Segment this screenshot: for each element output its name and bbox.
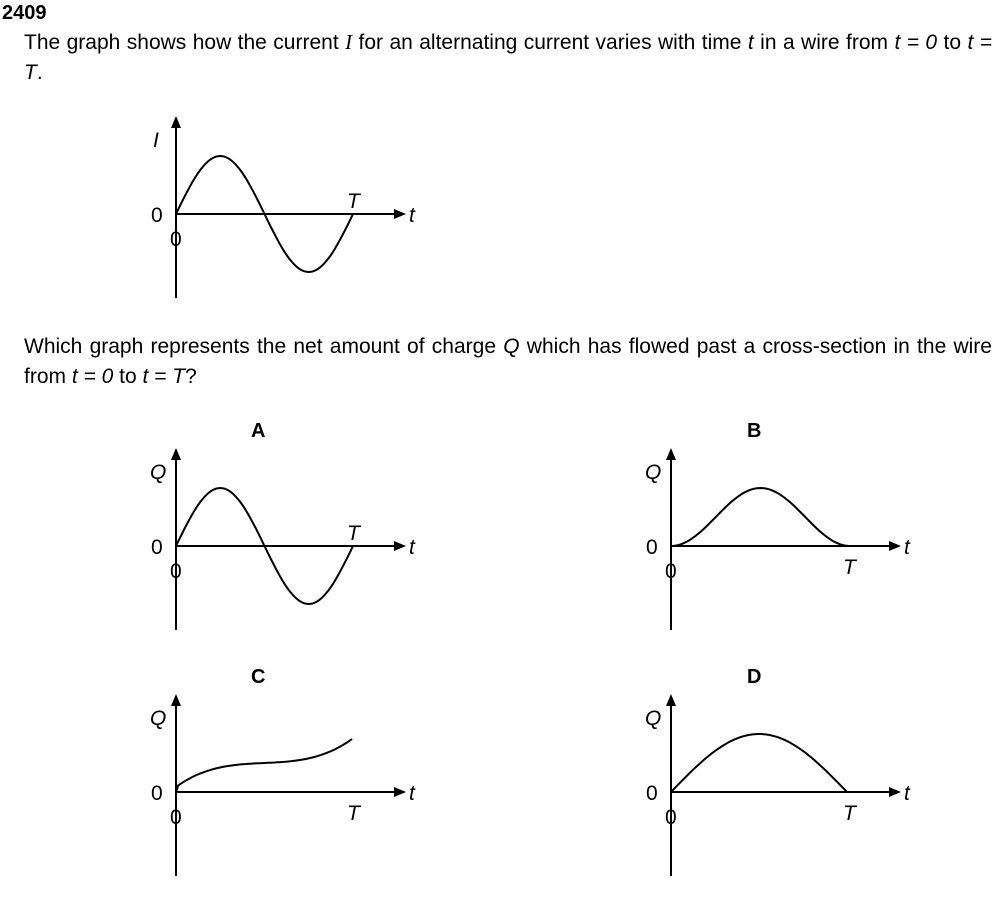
b-x-label: t <box>904 536 910 559</box>
c-origin-tick-label: 0 <box>170 806 182 829</box>
current-symbol: I <box>345 30 353 54</box>
d-x-axis-arrow-icon <box>889 787 901 797</box>
prompt-text-2: which has flowed past a cross-section in the wire from <box>24 335 992 388</box>
option-d-letter[interactable]: D <box>747 666 762 688</box>
prompt-range-to: to <box>113 365 143 388</box>
prompt-text-1: Which graph represents the net amount of charge <box>24 335 504 358</box>
c-period-label: T <box>347 802 360 825</box>
c-y-label: Q <box>150 707 167 730</box>
x-label: t <box>409 204 415 227</box>
b-origin-tick-label: 0 <box>665 560 677 583</box>
y-label: I <box>153 129 159 152</box>
d-origin-label: 0 <box>646 782 658 805</box>
option-a-letter[interactable]: A <box>251 420 266 442</box>
stem-text-2: for an alternating current varies with time <box>352 31 748 54</box>
stem-end: . <box>36 61 43 84</box>
d-curve <box>671 734 847 792</box>
d-y-axis-arrow-icon <box>666 694 676 706</box>
prompt-end: ? <box>185 365 197 388</box>
b-origin-label: 0 <box>646 536 658 559</box>
charge-symbol: Q <box>503 335 520 358</box>
b-y-label: Q <box>645 461 662 484</box>
origin-label: 0 <box>151 204 163 227</box>
a-period-label: T <box>347 522 360 545</box>
d-origin-tick-label: 0 <box>665 806 677 829</box>
range-to: to <box>937 31 968 54</box>
a-x-label: t <box>409 536 415 559</box>
origin-tick-label: 0 <box>170 228 182 251</box>
range-end: t = T <box>24 31 993 84</box>
d-period-label: T <box>843 802 856 825</box>
prompt-range-end: t = T <box>142 365 186 388</box>
a-y-label: Q <box>150 461 167 484</box>
prompt-range-start: t = 0 <box>71 365 114 388</box>
d-x-label: t <box>904 782 910 805</box>
c-origin-label: 0 <box>151 782 163 805</box>
time-symbol: t <box>747 31 754 54</box>
range-start: t = 0 <box>894 31 938 54</box>
c-x-label: t <box>409 782 415 805</box>
stem-text-3: in a wire from <box>753 31 895 54</box>
option-b-letter[interactable]: B <box>747 420 762 442</box>
question-number: 2409 <box>2 2 47 24</box>
option-c-letter[interactable]: C <box>251 666 266 688</box>
period-label: T <box>347 190 360 213</box>
d-y-label: Q <box>645 707 662 730</box>
a-origin-tick-label: 0 <box>170 560 182 583</box>
b-period-label: T <box>843 556 856 579</box>
stem-text-1: The graph shows how the current <box>24 31 346 54</box>
a-origin-label: 0 <box>151 536 163 559</box>
